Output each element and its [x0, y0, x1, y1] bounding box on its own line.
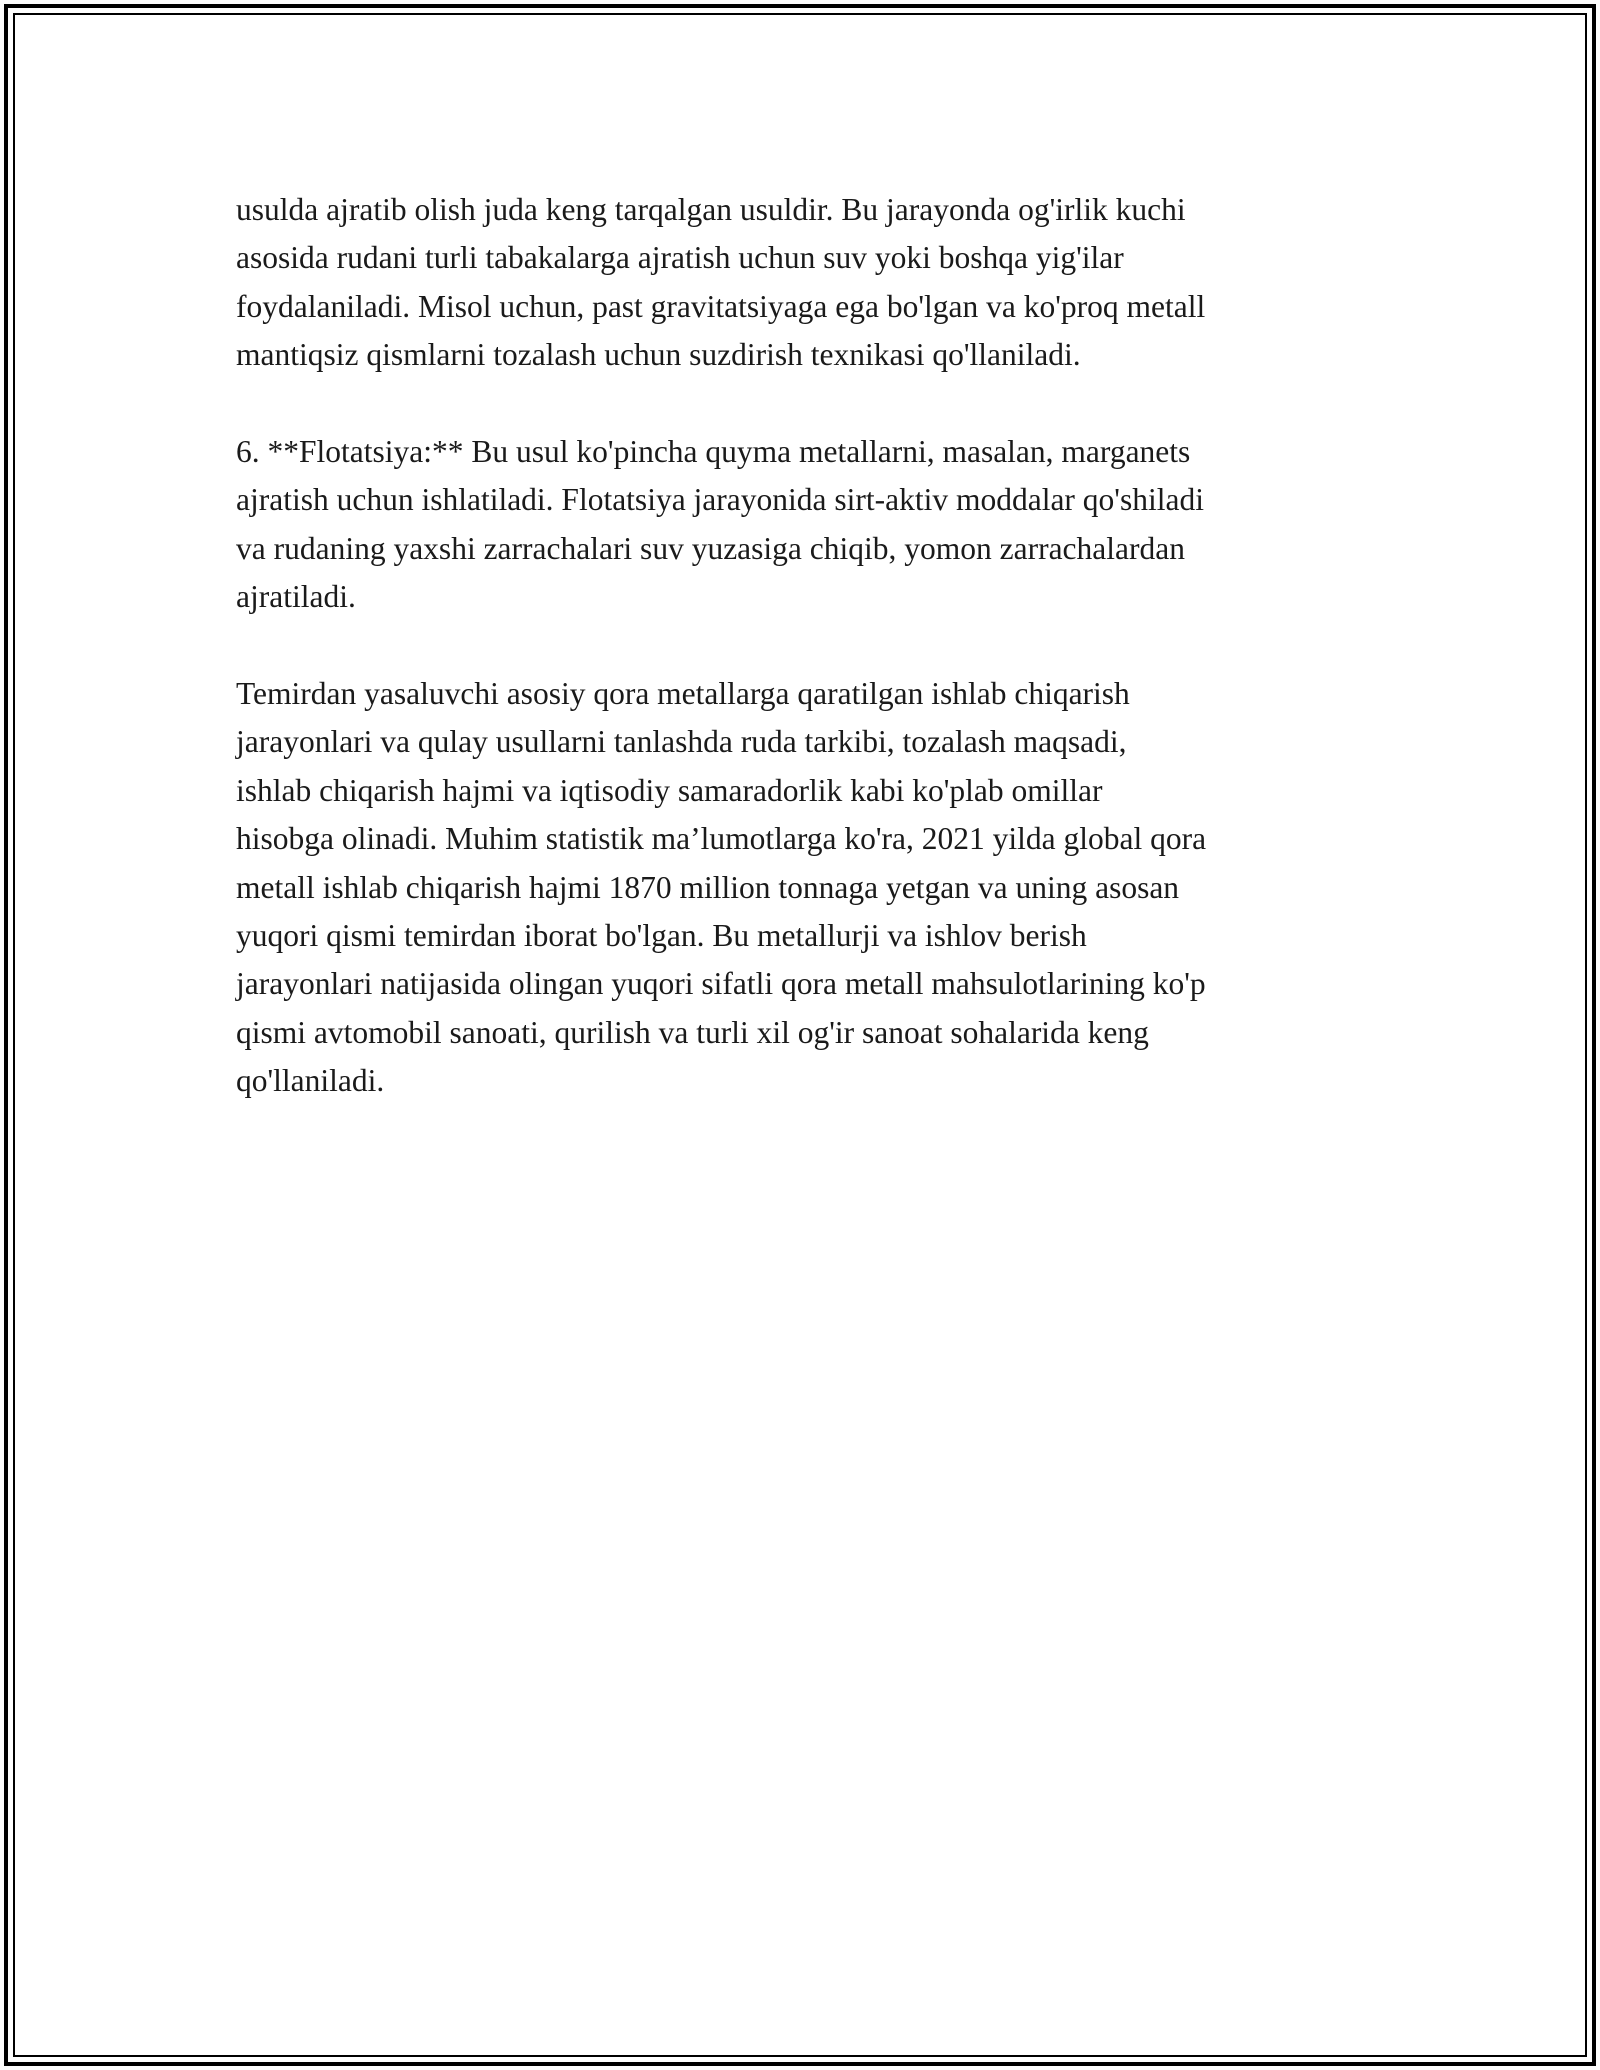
document-body [236, 186, 1376, 1106]
text-line: 6. **Flotatsiya:** Bu usul ko'pincha quyma metallarni, masalan, marganets [236, 434, 1191, 470]
paragraph-gravity-separation [236, 186, 1376, 380]
text-line: va rudaning yaxshi zarrachalari suv yuzasiga chiqib, yomon zarrachalardan [236, 530, 1185, 566]
text-line: qismi avtomobil sanoati, qurilish va turli xil og'ir sanoat sohalarida keng [236, 1014, 1149, 1050]
text-line: Temirdan yasaluvchi asosiy qora metallarga qaratilgan ishlab chiqarish [236, 676, 1130, 712]
text-line: metall ishlab chiqarish hajmi 1870 million tonnaga yetgan va uning asosan [236, 869, 1180, 905]
text-line: yuqori qismi temirdan iborat bo'lgan. Bu metallurji va ishlov berish [236, 918, 1087, 954]
text-line: usulda ajratib olish juda keng tarqalgan usuldir. Bu jarayonda og'irlik kuchi [236, 192, 1186, 227]
text-line: asosida rudani turli tabakalarga ajratish uchun suv yoki boshqa yig'ilar [236, 240, 1124, 276]
text-line: hisobga olinadi. Muhim statistik ma’lumotlarga ko'ra, 2021 yilda global qora [236, 821, 1207, 857]
text-line: jarayonlari natijasida olingan yuqori sifatli qora metall mahsulotlarining ko'p [236, 966, 1206, 1002]
paragraph-flotation [236, 428, 1376, 622]
text-line: mantiqsiz qismlarni tozalash uchun suzdirish texnikasi qo'llaniladi. [236, 337, 1081, 373]
text-line: ishlab chiqarish hajmi va iqtisodiy samaradorlik kabi ko'plab omillar [236, 772, 1103, 808]
text-line: ajratiladi. [236, 579, 356, 615]
text-line: foydalaniladi. Misol uchun, past gravitatsiyaga ega bo'lgan va ko'proq metall [236, 288, 1206, 324]
text-line: qo'llaniladi. [236, 1063, 385, 1099]
text-line: jarayonlari va qulay usullarni tanlashda ruda tarkibi, tozalash maqsadi, [236, 724, 1127, 760]
paragraph-conclusion [236, 670, 1376, 1106]
text-line: ajratish uchun ishlatiladi. Flotatsiya jarayonida sirt-aktiv moddalar qo'shiladi [236, 482, 1204, 518]
